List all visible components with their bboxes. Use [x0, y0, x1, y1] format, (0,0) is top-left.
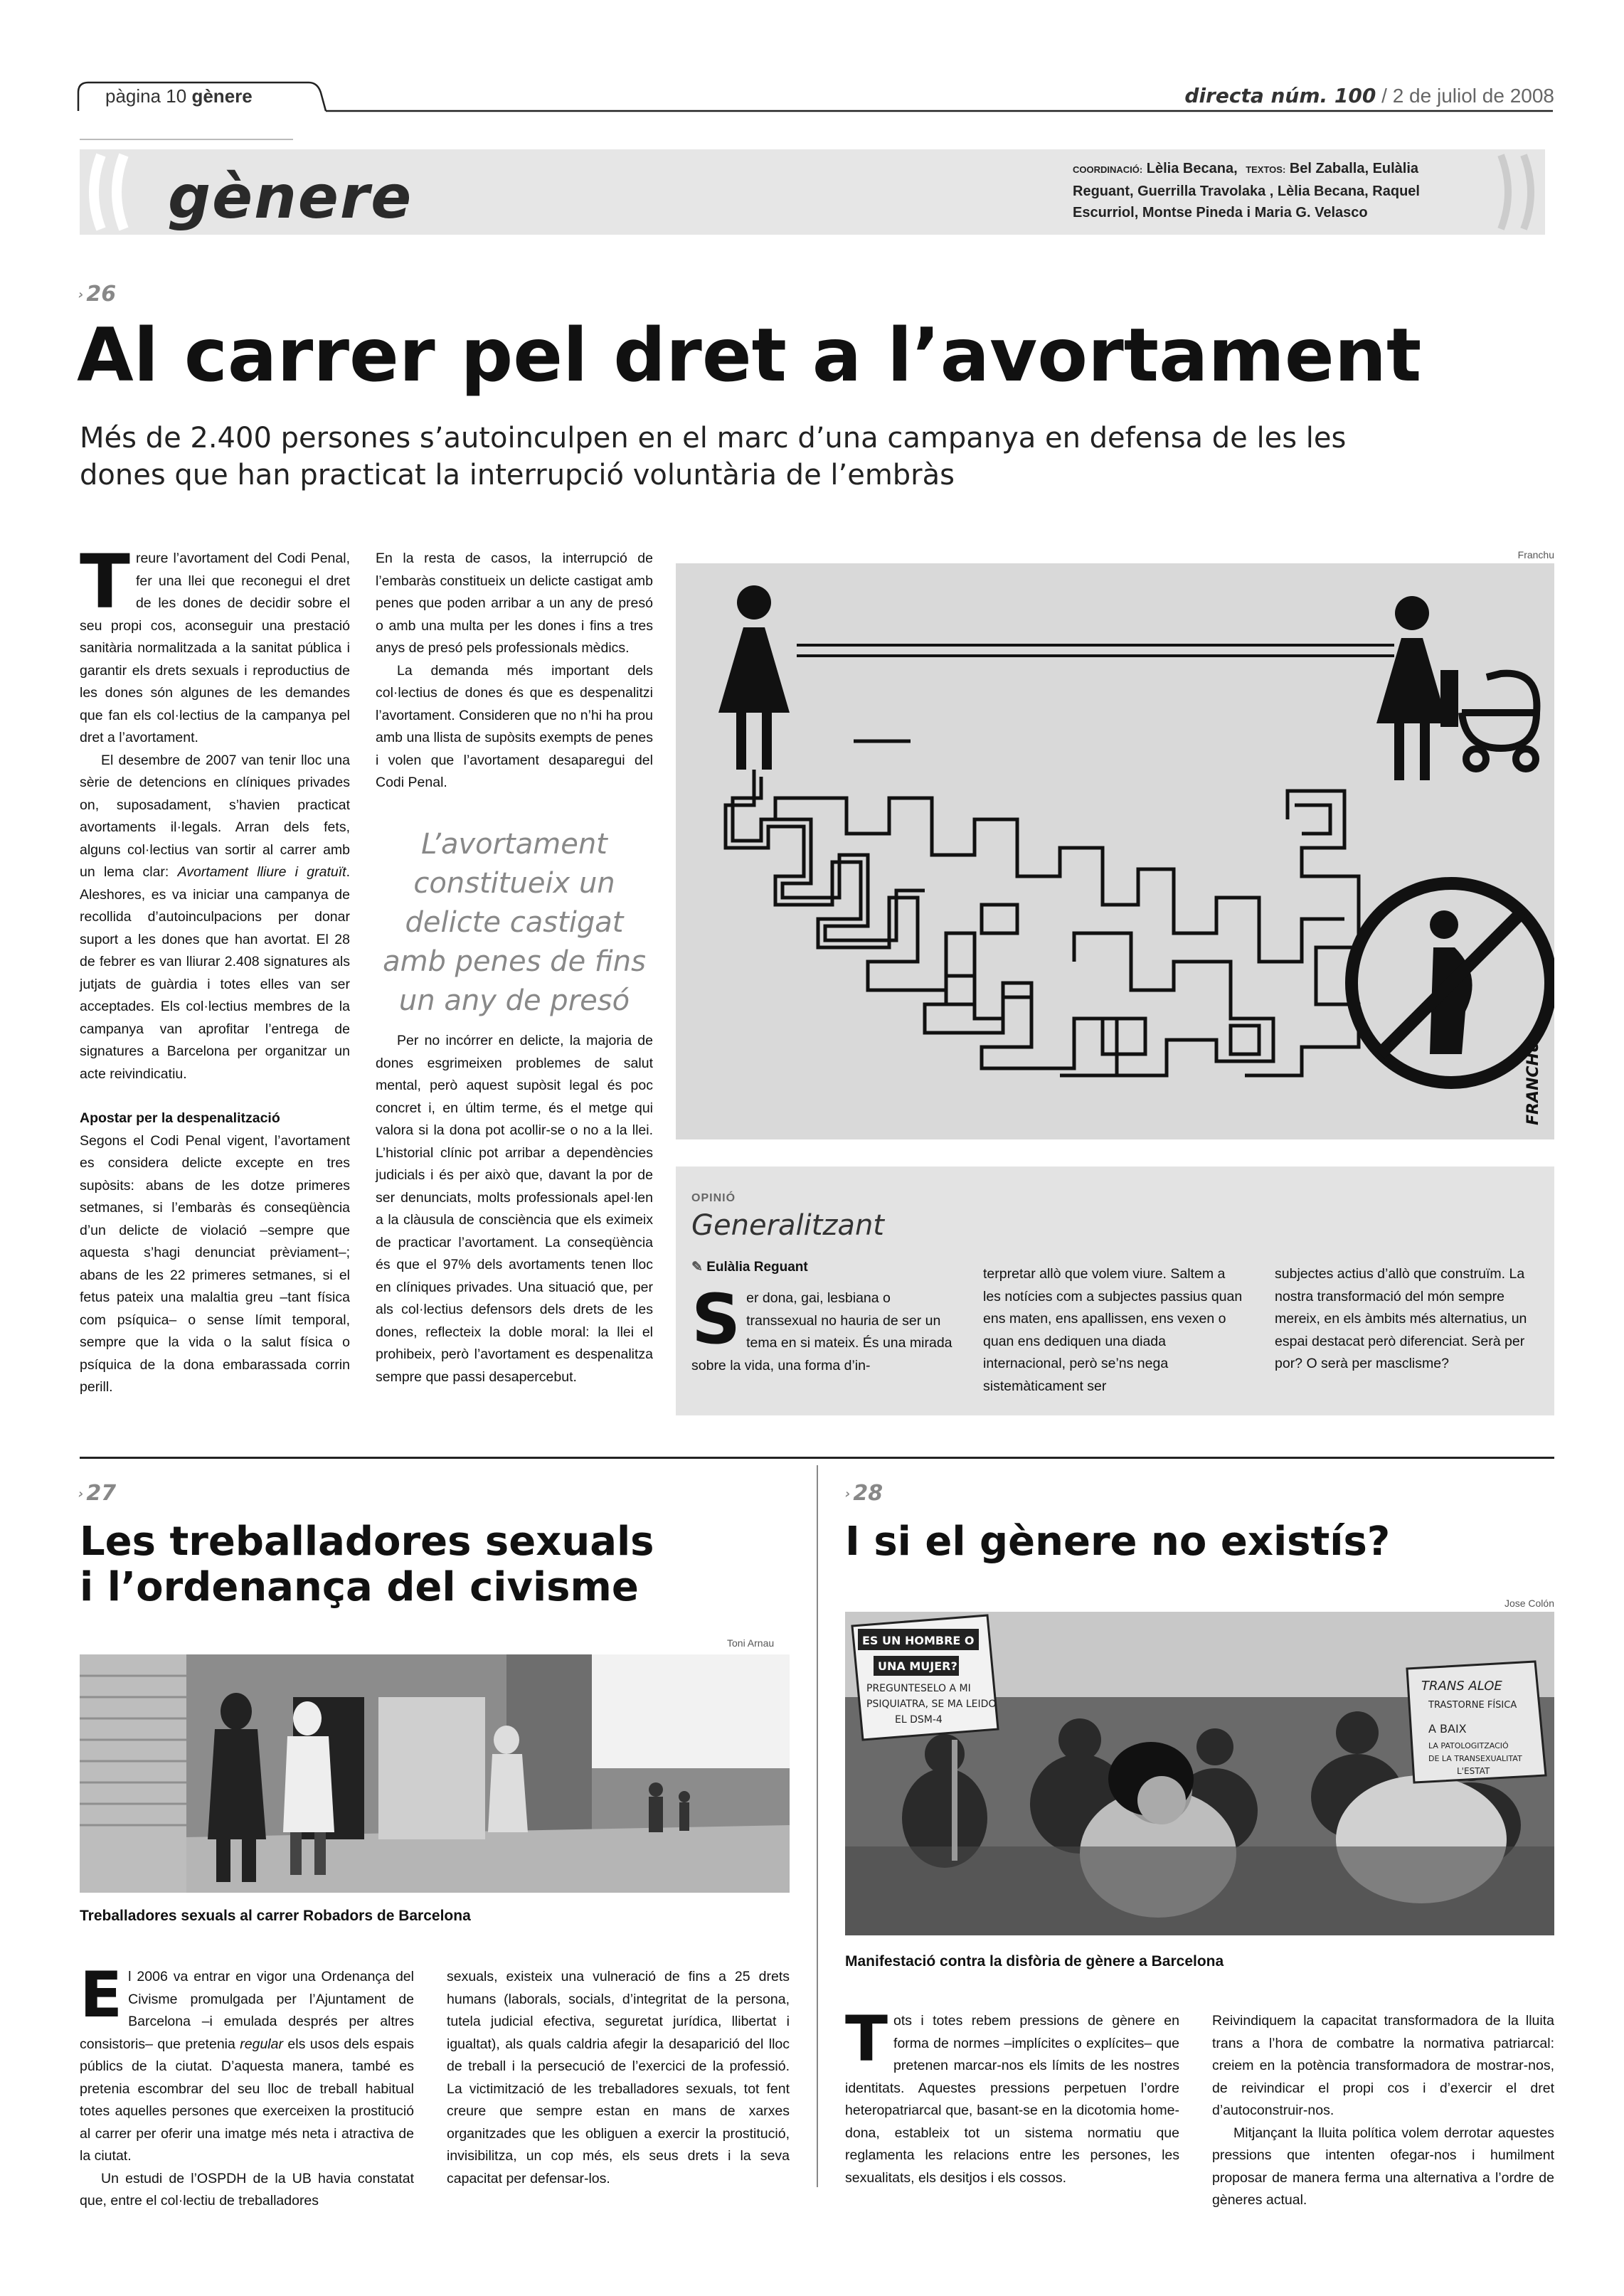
article-28-column-1: Tots i totes rebem pressions de gènere en forma de normes –implícites o explícites– que pretenen marcar-nos els límits de les nostres identitats. Aquestes pressions perpetuen l’ordre heteropatriarcal que, basant-se en la dicotomia home-dona, estableix tot un sistema normatiu que reglamenta les relacions entre les persones, les sexualitats, els desitjos i els cossos. — [845, 2002, 1179, 2186]
cartoon-illustration — [676, 563, 1554, 1139]
main-column-1: Treure l’avortament del Codi Penal, fer una llei que reconegui el dret de les dones de decidir sobre el seu propi cos, aconseguir una prestació sanitària normalitzada a la sanitat pública i garantir els drets sexuals i reproductius de les dones són algunes de les demandes que fan els col·lectius de la campanya pel dret a l’avortament. El desembre de 2007 van tenir lloc una sèrie de detencions en clíniques privades on, suposadament, s’havien practicat avortaments il·legals. Arran dels fets, alguns col·lectius van sortir al carrer amb un lema clar: Avortament lliure i gratuït. Aleshores, es va iniciar una campanya de recollida d’autoinculpacions per donar suport a les dones que han avortat. El 28 de febrer es van lliurar 2.408 signatures als jutjats de guàrdia i totes elles van ser acceptades. Els col·lectius membres de la campanya van aprofitar l’entrega de signatures a Barcelona per organitzar un acte reivindicatiu. Apostar per la despenalització Segons el Codi Penal vigent, l’avortament es considera delicte excepte en tres supòsits: abans de les dotze primeres setmanes, si l’embaràs és conseqüència d’un delicte de violació –sempre que aquesta s’hagi denunciat prèviament–; abans de les 22 primeres setmanes, si el fetus pateix una malaltia greu –tant física com psíquica– o sense límit temporal, sempre que la vida o la salut física o psíquica de la dona embarassada corrin perill. — [80, 538, 350, 1395]
headline: Al carrer pel dret a l’avortament — [77, 313, 1422, 398]
woman-figure-icon — [718, 585, 790, 770]
banner-rule — [80, 139, 293, 140]
opinion-column-1: Ser dona, gai, lesbiana o transsexual no hauria de ser un tema en si mateix. És una mirada sobre la vida, una forma d’in- — [691, 1280, 952, 1373]
credits-box: COORDINACIÓ: Lèlia Becana, TEXTOS: Bel Zaballa, Eulàlia Reguant, Guerrilla Travolaka , Lèlia Becana, Raquel Escurriol, Montse Pineda i Maria G. Velasco — [1073, 161, 1420, 220]
pull-quote: L’avortament constitueix un delicte castigat amb penes de fins un any de presó — [383, 828, 646, 1017]
main-column-2: En la resta de casos, la interrupció de l’embaràs constitueix un delicte castigat amb penes que poden arribar a un any de presó o amb una multa per les dones i fins a tres anys de presó pels professionals mèdics. La demanda més important dels col·lectius de dones és que es despenalitzi l’avortament. Consideren que no n’hi ha prou amb una llista de supòsits exempts de penes i volen que l’avortament desaparegui del Codi Penal. — [376, 551, 653, 790]
banner-brackets-right — [1480, 149, 1558, 235]
opinion-author: ✎ Eulàlia Reguant — [691, 1260, 808, 1275]
section-title: gènere — [168, 162, 413, 232]
svg-text:TRANS ALOE: TRANS ALOE — [1421, 1679, 1502, 1694]
svg-text:LA PATOLOGITZACIÓ: LA PATOLOGITZACIÓ — [1428, 1741, 1509, 1750]
article-28-column-2: Reivindiquem la capacitat transformadora de la lluita trans a l’hora de combatre la normativa patriarcal: creiem en la potència transformadora de mostrar-nos, de reivindicar el propi cos i d’exercir el dret d’autoconstruir-nos. Mitjançant la lluita política volem derrotar aquestes pressions que intenten ofegar-nos i humilment proposar de manera ferma una alternativa a l’ordre de gèneres actual. — [1212, 2013, 1554, 2208]
protest-sign-2 — [1407, 1662, 1546, 1782]
svg-text:DE LA TRANSEXUALITAT: DE LA TRANSEXUALITAT — [1428, 1754, 1522, 1763]
street-photo — [80, 1654, 790, 1893]
article-28-number: › 28 — [845, 1481, 883, 1506]
section-divider — [80, 1457, 1554, 1459]
opinion-title: Generalitzant — [691, 1209, 884, 1242]
opinion-column-3: subjectes actius d’allò que construïm. La nostra transformació del món sempre mereix, en els àmbits més alternatius, un espai destacat però diferenciat. Serà per por? O serà per masclisme? — [1275, 1266, 1527, 1371]
article-27-column-1: El 2006 va entrar en vigor una Ordenança del Civisme promulgada per l’Ajuntament de Barcelona –i emulada després per altres consistoris– que pretenia regular els usos dels espais públics de la ciutat. D’aquesta manera, també es pretenia escombrar del seu lloc de treball habitual totes aquelles persones que exerceixen la prostitució al carrer per oferir una imatge més neta i atractiva de la ciutat. Un estudi de l’OSPDH de la UB havia constatat que, entre el col·lectiu de treballadores — [80, 1958, 414, 2209]
photo-28-caption: Manifestació contra la disfòria de gènere a Barcelona — [845, 1953, 1224, 1970]
article-27-number: › 27 — [78, 1481, 117, 1506]
subheading: Apostar per la despenalització — [80, 1110, 280, 1126]
photo-28-credit: Jose Colón — [1504, 1598, 1554, 1609]
mother-with-pram-icon — [1376, 596, 1458, 780]
drop-cap: T — [80, 538, 130, 625]
no-pregnancy-sign-icon — [1352, 883, 1551, 1083]
svg-text:UNA MUJER?: UNA MUJER? — [878, 1659, 957, 1673]
photo-27-credit: Toni Arnau — [727, 1637, 775, 1649]
opinion-kicker: OPINIÓ — [691, 1192, 736, 1204]
column-divider — [817, 1465, 818, 2187]
maze-path — [726, 741, 1359, 1075]
article-28-title: I si el gènere no existís? — [845, 1519, 1391, 1565]
article-27-column-2: sexuals, existeix una vulneració de fins a 25 drets humans (laborals, socials, d’integritat de la persona, tutela judicial efectiva, seguretat jurídica, llibertat i igualtat), als quals caldria afegir la desaparició del lloc de treball i la persecució de l’exercici de la professió. La victimització de les treballadores sexuals, tot fent creure que sempre estan en mans de xarxes organitzades que les obliguen a exercir la prostitució, invisibilitza, un cop més, els seus drets i la seva capacitat per defensar-los. — [447, 1969, 790, 2186]
illustration-signature: FRANCHU — [1524, 1040, 1542, 1125]
article-27-title: Les treballadores sexuals i l’ordenança del civisme — [80, 1519, 654, 1610]
protest-photo — [845, 1612, 1554, 1935]
svg-text:TRASTORNE FÍSICA: TRASTORNE FÍSICA — [1428, 1700, 1517, 1711]
opinion-column-2: terpretar allò que volem viure. Saltem a les notícies com a subjectes passius quan ens maten, ens apallissen, ens vexen o quan ens dediquen una diada internacional, però se’ns nega sistemàticament ser — [983, 1266, 1243, 1394]
pen-icon: ✎ — [691, 1260, 707, 1275]
subheadline: Més de 2.400 persones s’autoinculpen en el marc d’una campanya en defensa de les les dones que han practicat la interrupció voluntària de l’embràs — [80, 422, 1347, 491]
svg-text:PSIQUIATRA, SE MA LEIDO: PSIQUIATRA, SE MA LEIDO — [866, 1699, 997, 1710]
svg-text:ES UN HOMBRE O: ES UN HOMBRE O — [862, 1634, 975, 1647]
pram-icon — [1462, 674, 1537, 769]
svg-text:PREGUNTESELO A MI: PREGUNTESELO A MI — [866, 1683, 971, 1694]
issue-info: directa núm. 100 / 2 de juliol de 2008 — [1184, 84, 1554, 107]
svg-text:A BAIX: A BAIX — [1428, 1722, 1467, 1736]
banner-brackets-left — [80, 149, 165, 235]
illustration-credit: Franchu — [1517, 549, 1554, 560]
svg-text:EL DSM-4: EL DSM-4 — [895, 1714, 943, 1726]
svg-text:L'ESTAT: L'ESTAT — [1457, 1766, 1490, 1776]
main-column-2-cont: Per no incórrer en delicte, la majoria de dones esgrimeixen problemes de salut mental, però aquest supòsit legal és poc concret i, en últim terme, és el metge qui valora si la dona pot acollir-se o no a la llei. L’historial clínic pot arribar a dependències judicials i és per això que, davant la por de ser denunciats, molts professionals apel·len a la clàusula de consciència que els eximeix de practicar l’avortament. La conseqüència és que el 97% dels avortaments tenen lloc en clíniques privades. Una situació que, per als col·lectius defensors dels drets de les dones, reflecteix la doble moral: la llei el prohibeix, però l’avortament es despenalitza sempre que passi desapercebut. — [376, 1033, 653, 1385]
article-number: › 26 — [78, 282, 117, 307]
page-label: pàgina 10 gènere — [105, 85, 253, 107]
photo-27-caption: Treballadores sexuals al carrer Robadors de Barcelona — [80, 1908, 471, 1924]
